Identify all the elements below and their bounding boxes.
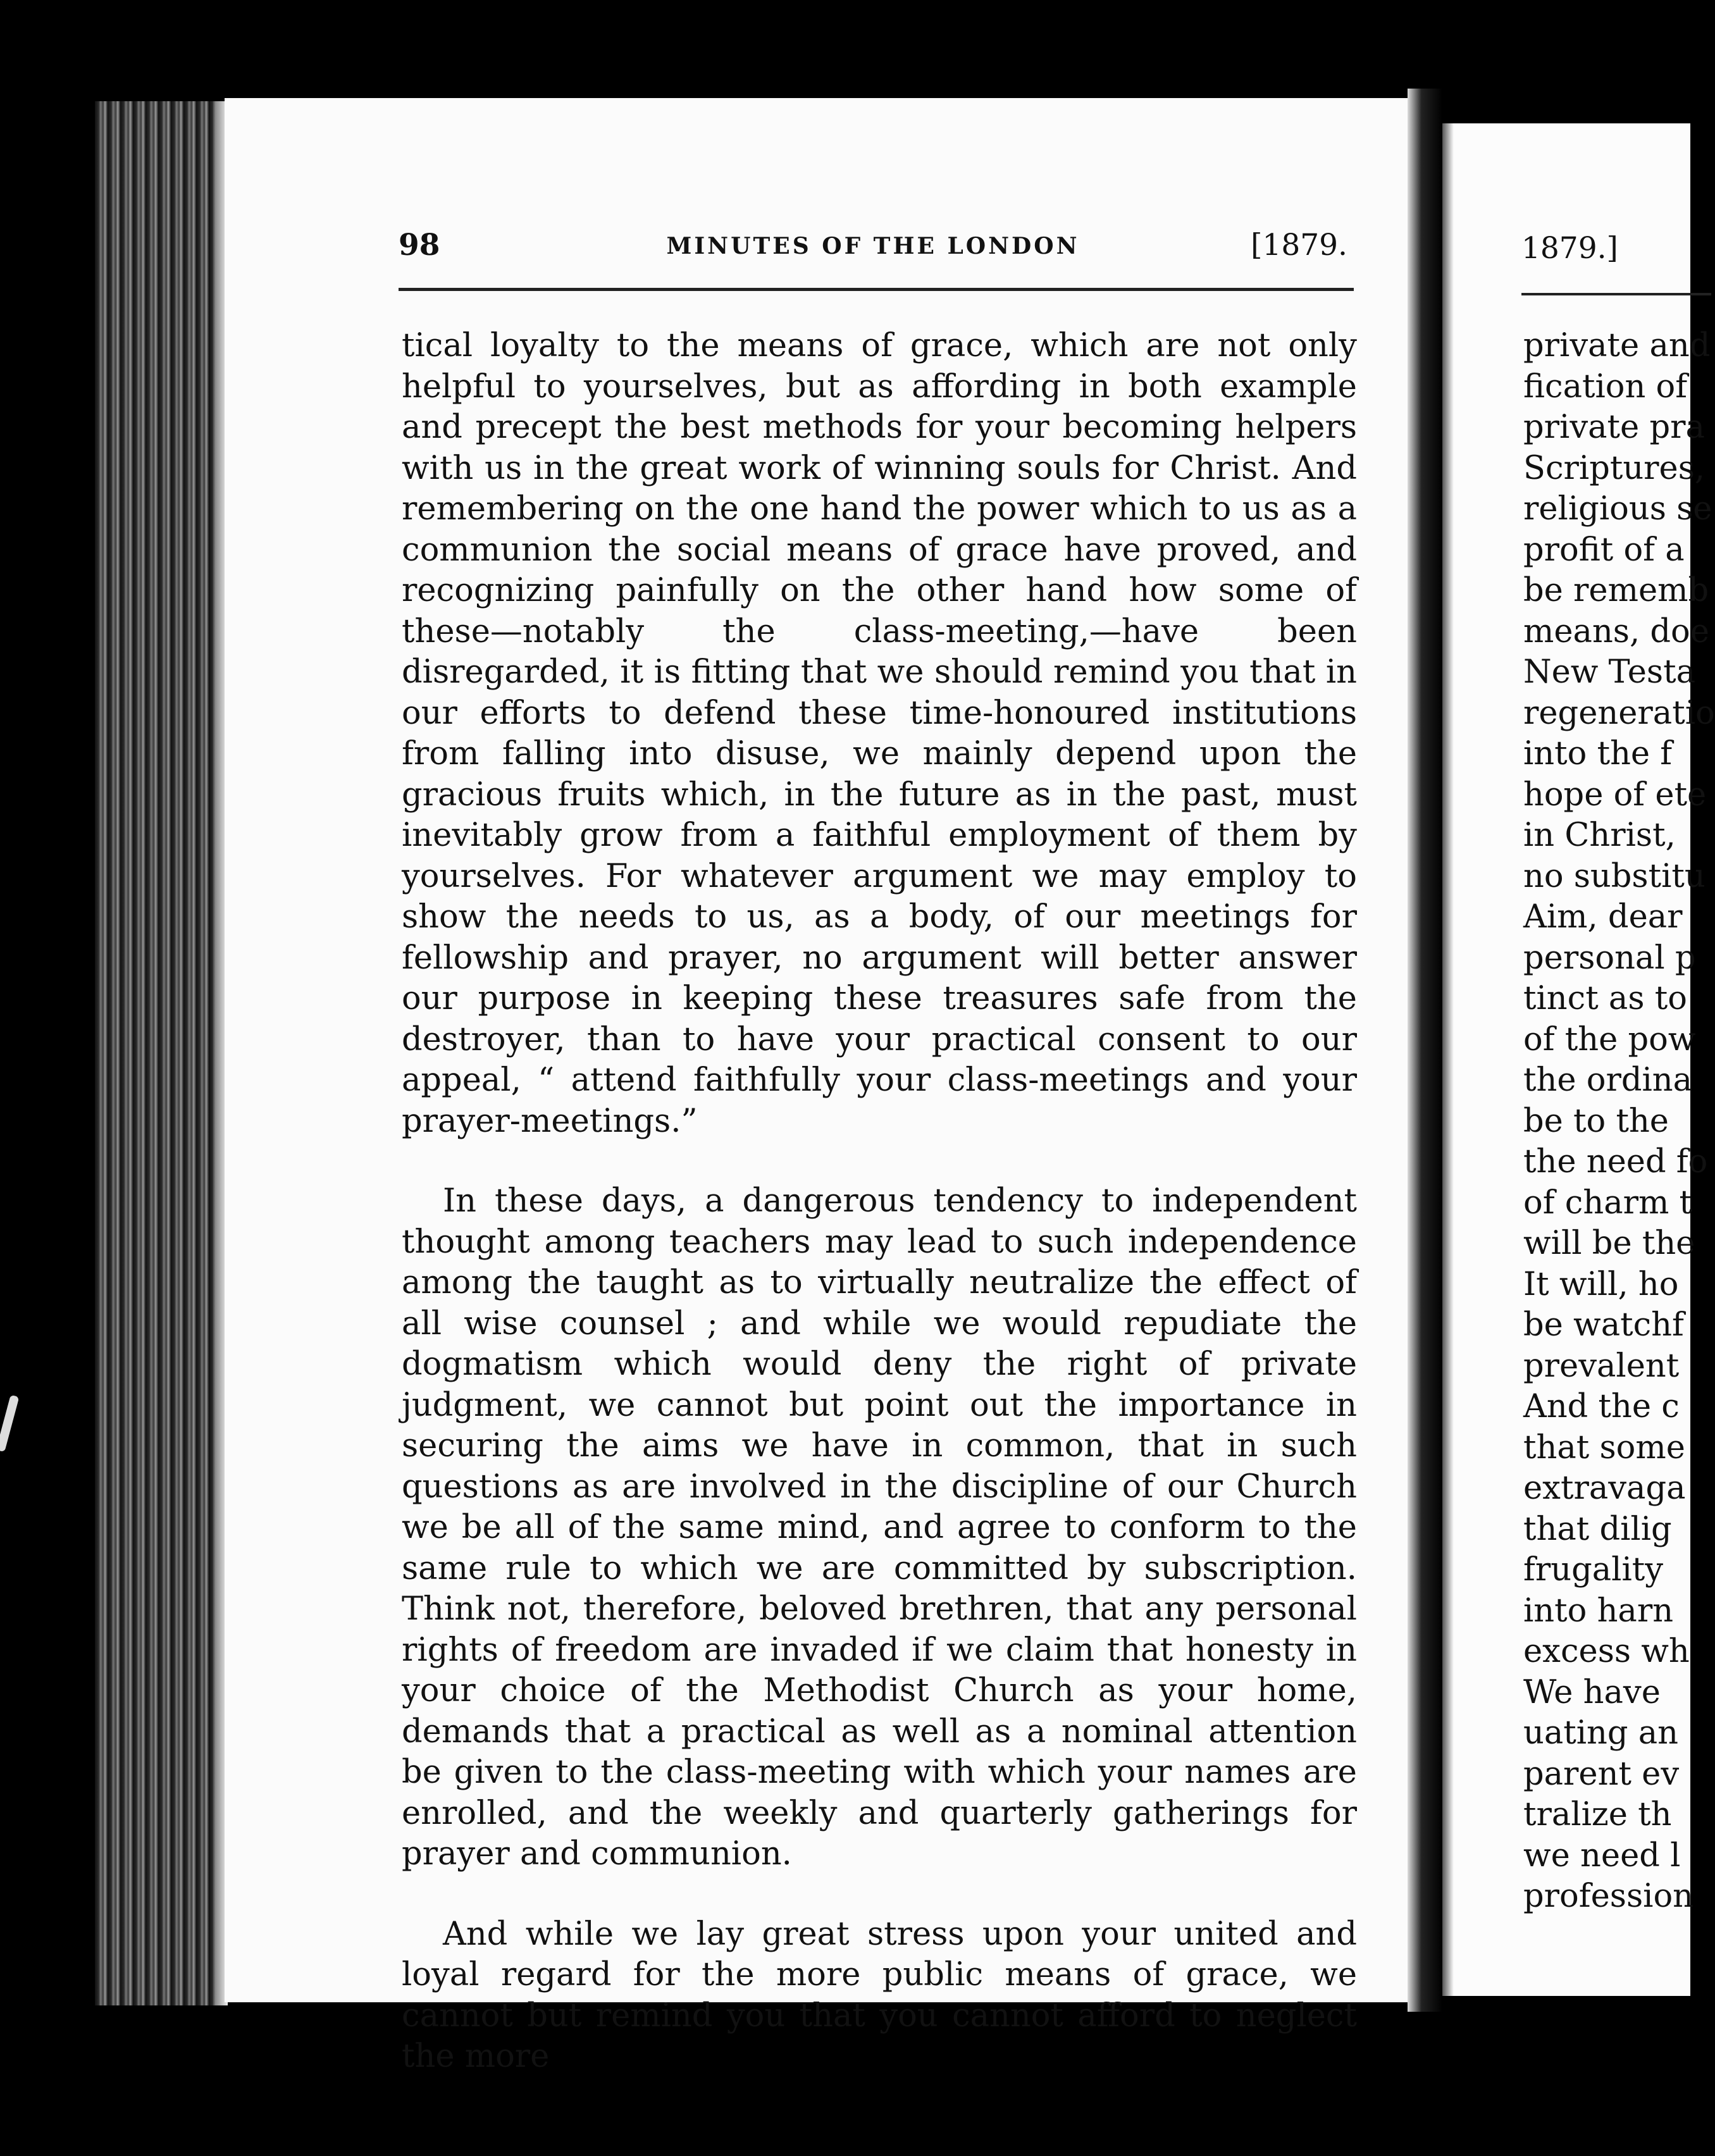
body-text (402, 326, 1357, 2117)
right-page-line: prevalent (1523, 1347, 1680, 1385)
right-page-line: And the c (1523, 1388, 1680, 1425)
right-page-line: Aim, dear (1523, 898, 1683, 936)
right-page-line: private pra (1523, 409, 1705, 446)
right-page-line: we need l (1523, 1837, 1681, 1874)
right-page-line: the ordina (1523, 1062, 1693, 1099)
right-page-line: extravaga (1523, 1470, 1686, 1507)
paragraph-1: tical loyalty to the means of grace, which are not only helpful to yourselves, but as affording in both example and precept the best methods for your becoming helpers with us in the great work of winning souls for Christ. And remembering on the one hand the power which to us as a communion the social means of grace have proved, and recognizing painfully on the other hand how some of these—notably the class-meeting,—have been disregarded, it is fitting that we should remind you that in our efforts to defend these time-honoured institutions from falling into disuse, we mainly depend upon the gracious fruits which, in the future as in the past, must inevitably grow from a faithful employment of them by yourselves. For whatever argument we may employ to show the needs to us, as a body, of our meetings for fellowship and prayer, no argument will better answer our purpose in keeping these treasures safe from the destroyer, than to have your practical consent to our appeal, “ attend faithfully your class-meetings and your prayer-meetings.” (402, 327, 1357, 1140)
right-page-line: profit of a (1523, 531, 1685, 569)
right-page-line: of charm t (1523, 1184, 1693, 1222)
right-page-line: Scriptures, (1523, 449, 1706, 487)
right-page-line: in Christ, (1523, 817, 1676, 854)
right-running-year: 1879.] (1521, 231, 1618, 266)
right-page-line: that some (1523, 1428, 1685, 1466)
running-head (399, 228, 1347, 272)
right-page-line: the need fo (1523, 1143, 1708, 1180)
right-page-line: private and (1523, 327, 1711, 364)
header-rule (399, 288, 1354, 291)
right-page-line: be rememb (1523, 572, 1709, 609)
right-page-line: will be the (1523, 1225, 1695, 1262)
right-page-line: excess wh (1523, 1633, 1690, 1670)
right-page-line: tralize th (1523, 1796, 1672, 1833)
right-page-line: means, doe (1523, 612, 1709, 650)
right-page-lines (1523, 326, 1713, 1917)
right-page-line: personal p (1523, 939, 1696, 977)
right-page (1442, 123, 1715, 1996)
right-page-line: that dilig (1523, 1510, 1672, 1548)
left-page (225, 98, 1408, 2075)
page-number: 98 (399, 228, 440, 263)
book-spine-edge (95, 101, 228, 2005)
right-page-line: be watchf (1523, 1306, 1684, 1344)
paragraph-2: In these days, a dangerous tendency to independent thought among teachers may lead to such independence among the taught as to virtually neutralize the effect of all wise counsel ; and while we would repudiate the dogmatism which would deny the right of private judgment, we cannot but point out the importance in securing the aims we have in common, that in such questions as are involved in the discipline of our Church we be all of the same mind, and agree to conform to the same rule to which we are committed by subscription. Think not, therefore, beloved brethren, that any personal rights of freedom are invaded if we claim that honesty in your choice of the Methodist Church as your home, demands that a practical as well as a nominal attention be given to the class-meeting with which your names are enrolled, and the weekly and quarterly gatherings for prayer and communion. (402, 1182, 1357, 1873)
running-year: [1879. (1251, 228, 1347, 263)
book-gutter (1408, 89, 1442, 2012)
right-page-line: be to the (1523, 1102, 1669, 1140)
right-page-line: It will, ho (1523, 1265, 1679, 1303)
right-page-line: into harn (1523, 1592, 1674, 1630)
right-page-line: hope of ete (1523, 776, 1707, 814)
right-page-line: fication of (1523, 368, 1688, 406)
margin-scratch (0, 1395, 19, 1453)
right-page-line: of the pow (1523, 1020, 1696, 1058)
paragraph-3: And while we lay great stress upon your united and loyal regard for the more public means of grace, we cannot but remind you that you cannot afford to neglect the more (402, 1915, 1357, 2075)
right-page-line: no substitu (1523, 857, 1706, 895)
right-header-rule (1521, 293, 1711, 295)
right-page-line: regeneratio (1523, 694, 1715, 732)
right-page-line: uating an (1523, 1714, 1679, 1752)
right-page-line: We have (1523, 1673, 1661, 1711)
right-page-line: tinct as to (1523, 980, 1687, 1017)
right-page-line: parent ev (1523, 1755, 1680, 1793)
right-page-line: New Testa (1523, 654, 1695, 691)
right-page-line: frugality (1523, 1551, 1664, 1589)
right-page-line: profession (1523, 1878, 1693, 1915)
right-page-line: religious se (1523, 490, 1712, 528)
right-page-line: into the f (1523, 735, 1673, 772)
running-title: MINUTES OF THE LONDON (666, 233, 1080, 259)
